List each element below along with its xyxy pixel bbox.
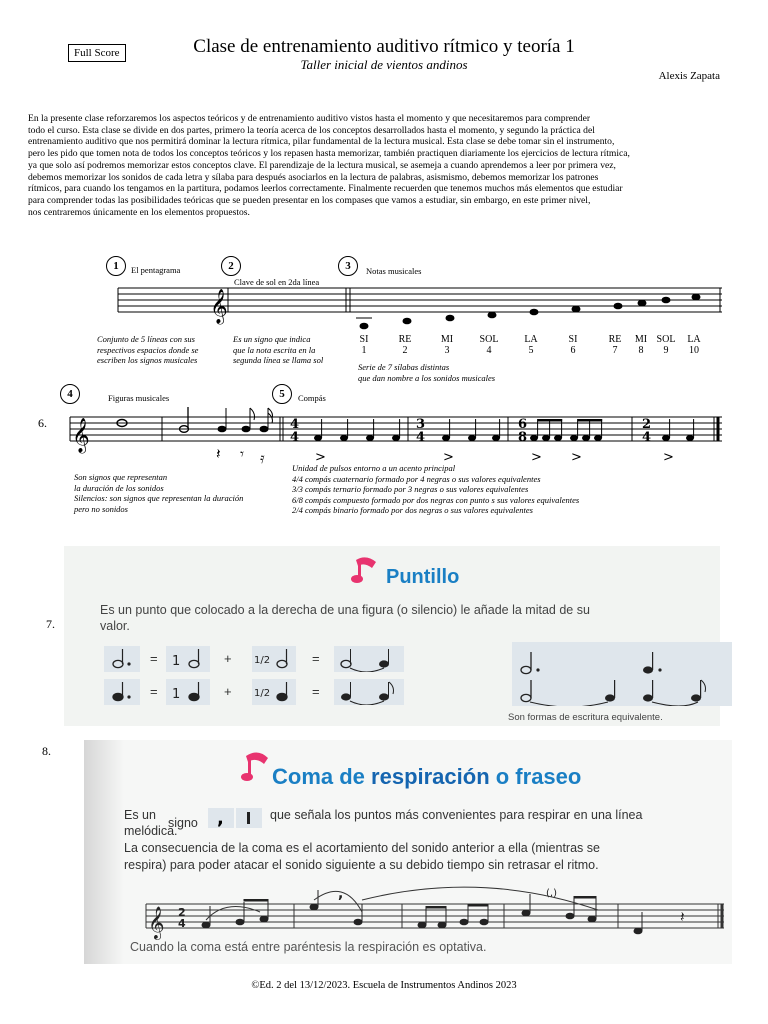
note-number: 9 xyxy=(663,345,669,356)
author-name: Alexis Zapata xyxy=(658,70,720,82)
note-syllable: RE xyxy=(608,334,622,345)
accent-mark: > xyxy=(571,450,582,465)
note-number: 2 xyxy=(402,345,408,356)
intro-line: debemos memorizar los sonidos de cada letra y sílaba para después asociarlos en la lectura de palabras, asismismo, debemos memorizar los patrones xyxy=(28,171,599,183)
note-syllable: LA xyxy=(687,334,701,345)
note-syllable: SI xyxy=(568,334,578,345)
accent-mark: > xyxy=(443,450,454,465)
note-head xyxy=(446,315,455,322)
intro-line: ya que solo así podremos memorizar estos conceptos clave. El parendizaje de la lectura musical, se asemeja a cuando aprendemos a leer por primera vez, xyxy=(28,159,616,171)
time-signature-top: 2 xyxy=(178,906,186,919)
coma-line1a: Es un xyxy=(124,808,156,822)
coma-panel xyxy=(84,740,732,964)
note-head xyxy=(662,297,671,304)
time-signature-top: 6 xyxy=(518,417,528,432)
half-note-value xyxy=(252,646,296,672)
note-syllable: SOL xyxy=(656,334,676,345)
note-head xyxy=(403,318,412,325)
section-6-number: 6. xyxy=(38,416,47,430)
concept-1-desc: Conjunto de 5 líneas con sus respectivos espacios donde se escriben los signos musicales xyxy=(97,334,199,365)
one-note xyxy=(166,679,210,705)
note-head xyxy=(468,435,476,441)
treble-clef-icon: 𝄞 xyxy=(72,418,90,453)
concept-5-number: 5 xyxy=(272,384,292,404)
concept-1-number: 1 xyxy=(106,256,126,276)
plus-sign: + xyxy=(224,684,232,699)
equivalence-box-1 xyxy=(512,642,636,706)
intro-line: nos centraremos únicamente en los elementos propuestos. xyxy=(28,206,250,218)
intro-line: para comprender todas las posibilidades teóricas que se pueden presentar en los compases que vamos a estudiar, sin embargo, en este primer nivel, xyxy=(28,194,591,206)
note-head xyxy=(366,435,374,441)
note-head xyxy=(492,435,500,441)
note-head xyxy=(662,435,670,441)
note-head xyxy=(314,435,322,441)
svg-text:1/2: 1/2 xyxy=(254,655,271,666)
note-syllable: MI xyxy=(440,334,454,345)
note-number: 6 xyxy=(570,345,576,356)
time-signature-top: 2 xyxy=(642,417,652,432)
full-score-label: Full Score xyxy=(68,44,126,62)
concept-3-number: 3 xyxy=(338,256,358,276)
coma-staff xyxy=(140,880,730,940)
page-subtitle: Taller inicial de vientos andinos xyxy=(300,57,468,72)
accent-mark: > xyxy=(531,450,542,465)
puntillo-text-line: Es un punto que colocado a la derecha de una figura (o silencio) le añade la mitad de su xyxy=(100,603,590,617)
equals-sign: = xyxy=(150,651,158,666)
plus-sign: + xyxy=(224,651,232,666)
note-number: 7 xyxy=(612,345,618,356)
concept-5-label: Compás xyxy=(298,393,326,403)
note-number: 10 xyxy=(689,345,699,356)
intro-line: todo el curso. Esta clase se divide en dos partes, primero la teoría acerca de los conceptos desarrollados hasta el momento, y segundo la práctica del xyxy=(28,124,595,136)
note-head xyxy=(488,312,497,319)
coma-caption: Cuando la coma está entre paréntesis la respiración es optativa. xyxy=(130,940,487,954)
quarter-note xyxy=(218,408,227,432)
scan-shadow xyxy=(84,740,124,964)
note-head xyxy=(442,435,450,441)
note-head xyxy=(542,435,550,441)
page-footer: ©Ed. 2 del 13/12/2023. Escuela de Instrumentos Andinos 2023 xyxy=(251,980,517,991)
time-signature-bottom: 4 xyxy=(290,430,300,445)
note-syllable: MI xyxy=(634,334,648,345)
note-number: 1 xyxy=(361,345,367,356)
note-number: 3 xyxy=(444,345,450,356)
svg-text:1: 1 xyxy=(172,687,181,702)
note-syllable: SOL xyxy=(479,334,499,345)
intro-line: En la presente clase reforzaremos los aspectos teóricos y de entrenamiento auditivo vistos hasta el momento y que necesitaremos para comprender xyxy=(28,113,591,124)
sixteenth-rest-icon: 𝄿 xyxy=(260,449,265,465)
rhythm-notes xyxy=(314,419,694,465)
section-7-number: 7. xyxy=(46,617,55,631)
concept-2-label: Clave de sol en 2da línea xyxy=(234,277,320,287)
one-note xyxy=(166,646,210,672)
tied-notes xyxy=(334,679,404,705)
note-number: 8 xyxy=(638,345,644,356)
svg-text:,: , xyxy=(217,808,224,828)
quarter-rest-icon: 𝄽 xyxy=(680,908,685,926)
page-title: Clase de entrenamiento auditivo rítmico y teoría 1 xyxy=(193,36,575,57)
concept-3-desc: Serie de 7 sílabas distintas que dan nombre a los sonidos musicales xyxy=(358,362,496,383)
concept-3-label: Notas musicales xyxy=(366,266,422,276)
treble-clef-icon: 𝄞 xyxy=(148,906,165,939)
coma-title: Coma de respiración o fraseo xyxy=(272,764,582,789)
equals-sign: = xyxy=(312,684,320,699)
note-number: 5 xyxy=(528,345,534,356)
note-head xyxy=(530,309,539,316)
breath-mark-icon xyxy=(236,808,262,828)
tied-notes xyxy=(334,646,404,672)
note-head xyxy=(582,435,590,441)
time-signature-bottom: 4 xyxy=(416,430,426,445)
comma-sign-icon xyxy=(208,808,234,828)
staff-row-1 xyxy=(110,280,730,336)
note-beam xyxy=(578,419,603,422)
svg-text:1: 1 xyxy=(172,654,181,669)
concept-4-number: 4 xyxy=(60,384,80,404)
music-note-icon xyxy=(350,554,380,584)
concept-2-desc: Es un signo que indica que la nota escrita en la segunda línea se llama sol xyxy=(233,334,324,365)
concept-4-desc: Son signos que representan la duración de los sonidos Silencios: son signos que representan la duración pero no sonidos xyxy=(74,472,244,514)
equals-sign: = xyxy=(150,684,158,699)
section-8-number: 8. xyxy=(42,744,51,758)
note-syllable: SI xyxy=(359,334,369,345)
time-signature-bottom: 4 xyxy=(178,917,186,930)
music-note-icon xyxy=(240,748,272,782)
note-head xyxy=(360,323,369,330)
equivalence-box-2 xyxy=(636,642,732,706)
dotted-note xyxy=(104,646,140,672)
note-syllable: LA xyxy=(524,334,538,345)
concept-2-number: 2 xyxy=(221,256,241,276)
time-signature-top: 4 xyxy=(290,417,300,432)
note-head xyxy=(530,435,538,441)
intro-paragraph xyxy=(28,113,746,218)
optional-comma-mark: (,) xyxy=(546,888,557,899)
coma-line4: respira) para poder atacar el sonido siguiente a su debido tiempo sin retrasar el ritmo. xyxy=(124,858,599,872)
puntillo-panel xyxy=(64,546,720,726)
half-note-value xyxy=(252,679,296,705)
note-beam xyxy=(538,419,563,422)
svg-text:1/2: 1/2 xyxy=(254,688,271,699)
quarter-rest-icon: 𝄽 xyxy=(216,445,221,463)
coma-line2: melódica. xyxy=(124,824,178,838)
note-head xyxy=(570,435,578,441)
note-head xyxy=(392,435,400,441)
time-signature-top: 3 xyxy=(416,417,426,432)
comma-mark-icon: , xyxy=(338,886,344,902)
concept-4-label: Figuras musicales xyxy=(108,393,170,403)
treble-clef-icon: 𝄞 xyxy=(210,289,228,324)
time-signature-bottom: 8 xyxy=(518,430,528,445)
staff-row-2 xyxy=(62,405,732,465)
note-head xyxy=(340,435,348,441)
note-head xyxy=(614,303,623,310)
puntillo-title: Puntillo xyxy=(386,566,460,588)
coma-line1b: signo xyxy=(168,816,198,830)
note-syllable: RE xyxy=(398,334,412,345)
intro-line: rítmicos, para cuando los tengamos en la partitura, podamos leerlos correctamente. Finalmente recuerden que tenemos muchos más elementos que estudiar xyxy=(28,183,623,195)
accent-mark: > xyxy=(663,450,674,465)
note-head xyxy=(594,435,602,441)
dotted-note xyxy=(104,679,140,705)
coma-line1c: que señala los puntos más convenientes para respirar en una línea xyxy=(270,808,643,822)
note-head xyxy=(692,294,701,301)
intro-line: entrenamiento auditivo que nos permitirá dominar la lectura rítmica, pilar fundamental de la lectura musical. Esta clase se debe tomar sin el instrumento, xyxy=(28,136,615,148)
note-number: 4 xyxy=(486,345,492,356)
concept-1-label: El pentagrama xyxy=(131,265,181,275)
eighth-rest-icon: 𝄾 xyxy=(240,445,244,463)
puntillo-caption: Son formas de escritura equivalente. xyxy=(508,712,663,723)
concept-5-desc: Unidad de pulsos entorno a un acento principal 4/4 compás cuaternario formado por 4 negras o sus valores equivalentes 3/3 compás ternario formado por 3 negras o sus valores equivalentes 6/8 compás compuesto formado por dos negras con punto s sus valores equivalentes 2/4 compás binario formado por dos negras o sus valores equivalentes xyxy=(292,463,580,515)
equals-sign: = xyxy=(312,651,320,666)
note-head xyxy=(554,435,562,441)
note-head xyxy=(686,435,694,441)
coma-line3: La consecuencia de la coma es el acortamiento del sonido anterior a ella (mientras se xyxy=(124,841,600,855)
note-head xyxy=(638,300,647,307)
note-head xyxy=(572,306,581,313)
time-signature-bottom: 4 xyxy=(642,430,652,445)
intro-line: pero les pido que tomen nota de todos los conceptos teóricos y los repasen hasta memorizar, también practiquen diariamente los ejercicios de lectura rítmica, xyxy=(28,148,630,160)
accent-mark: > xyxy=(315,450,326,465)
puntillo-text-line: valor. xyxy=(100,619,130,633)
